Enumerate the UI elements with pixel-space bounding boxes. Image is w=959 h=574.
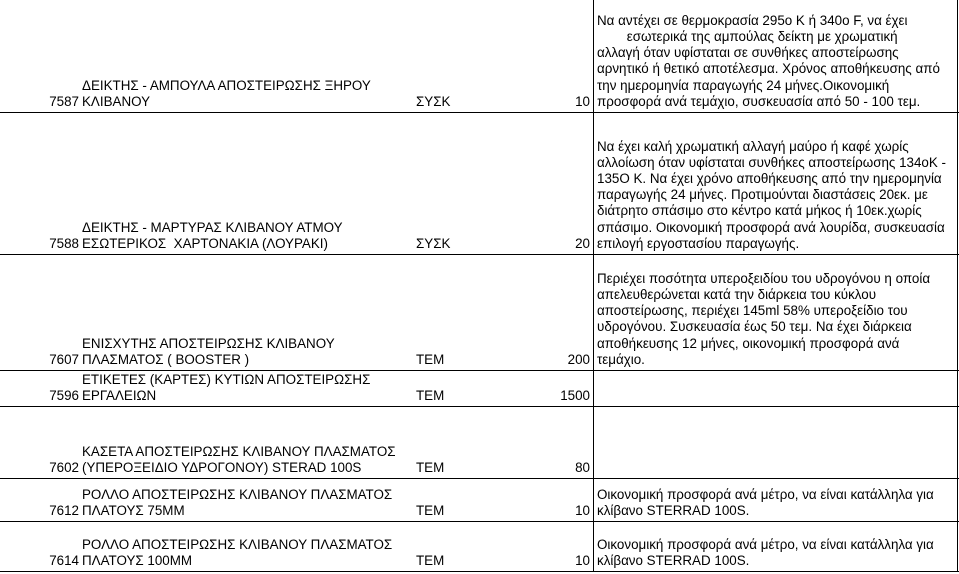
item-code: 7588	[49, 235, 79, 251]
item-code: 7596	[49, 387, 79, 403]
unit-of-measure: ΤΕΜ	[416, 351, 445, 367]
specification	[593, 371, 958, 406]
quantity: 10	[575, 93, 590, 109]
item-code: 7614	[49, 552, 79, 568]
item-code: 7587	[49, 93, 79, 109]
unit-of-measure: ΤΕΜ	[416, 552, 445, 568]
item-description: ΔΕΙΚΤΗΣ - ΜΑΡΤΥΡΑΣ ΚΛΙΒΑΝΟΥ ΑΤΜΟΥ ΕΣΩΤΕΡΙΚΟΣ ΧΑΡΤΟΝΑΚΙΑ (ΛΟΥΡΑΚΙ)	[82, 219, 343, 251]
item-code: 7607	[49, 351, 79, 367]
unit-of-measure: ΤΕΜ	[416, 387, 445, 403]
specification	[593, 407, 958, 478]
table-row	[0, 522, 959, 572]
quantity: 1500	[560, 387, 590, 403]
unit-of-measure: ΣΥΣΚ	[416, 93, 451, 109]
specification: Οικονομική προσφορά ανά μέτρο, να είναι κατάλληλα για κλίβανο STERRAD 100S.	[593, 522, 958, 571]
item-description: ΕΤΙΚΕΤΕΣ (ΚΑΡΤΕΣ) ΚΥΤΙΩΝ ΑΠΟΣΤΕΙΡΩΣΗΣ ΕΡΓΑΛΕΙΩΝ	[82, 371, 371, 403]
specification: Να αντέχει σε θερμοκρασία 295ο Κ ή 340ο F, να έχει εσωτερικά της αμπούλας δείκτη με χρωματική αλλαγή όταν υφίσταται σε συνθήκες αποστείρωσης αρνητικό ή θετικό αποτέλεσμα. Χρόνος αποθήκευσης από την ημερομηνία παραγωγής 24 μήνες.Οικονομική προσφορά ανά τεμάχιο, συσκευασία από 50 - 100 τεμ.	[593, 0, 958, 112]
item-description: ΕΝΙΣΧΥΤΗΣ ΑΠΟΣΤΕΙΡΩΣΗΣ ΚΛΙΒΑΝΟΥ ΠΛΑΣΜΑΤΟΣ ( BOOSTER )	[82, 335, 335, 367]
unit-of-measure: ΤΕΜ	[416, 502, 445, 518]
table-row	[0, 479, 959, 522]
table-row	[0, 255, 959, 371]
quantity: 10	[575, 552, 590, 568]
quantity: 80	[575, 459, 590, 475]
table-row	[0, 407, 959, 479]
item-description: ΚΑΣΕΤΑ ΑΠΟΣΤΕΙΡΩΣΗΣ ΚΛΙΒΑΝΟΥ ΠΛΑΣΜΑΤΟΣ (ΥΠΕΡΟΞΕΙΔΙΟ ΥΔΡΟΓΟΝΟΥ) STERAD 100S	[82, 443, 396, 475]
table-row	[0, 113, 959, 255]
quantity: 200	[567, 351, 590, 367]
specification: Οικονομική προσφορά ανά μέτρο, να είναι κατάλληλα για κλίβανο STERRAD 100S.	[593, 479, 958, 521]
specification: Περιέχει ποσότητα υπεροξειδίου του υδρογόνου η οποία απελευθερώνεται κατά την διάρκεια του κύκλου αποστείρωσης, περιέχει 145ml 58% υπεροξείδιο του υδρογόνου. Συσκευασία έως 50 τεμ. Να έχει διάρκεια αποθήκευσης 12 μήνες, οικονομική προσφορά ανά τεμάχιο.	[593, 255, 958, 370]
item-code: 7602	[49, 459, 79, 475]
item-description: ΔΕΙΚΤΗΣ - ΑΜΠΟΥΛΑ ΑΠΟΣΤΕΙΡΩΣΗΣ ΞΗΡΟΥ ΚΛΙΒΑΝΟΥ	[82, 77, 371, 109]
item-description: ΡΟΛΛΟ ΑΠΟΣΤΕΙΡΩΣΗΣ ΚΛΙΒΑΝΟΥ ΠΛΑΣΜΑΤΟΣ ΠΛΑΤΟΥΣ 100ΜΜ	[82, 536, 393, 568]
quantity: 20	[575, 235, 590, 251]
table-row	[0, 371, 959, 407]
quantity: 10	[575, 502, 590, 518]
table-row	[0, 0, 959, 113]
item-description: ΡΟΛΛΟ ΑΠΟΣΤΕΙΡΩΣΗΣ ΚΛΙΒΑΝΟΥ ΠΛΑΣΜΑΤΟΣ ΠΛΑΤΟΥΣ 75ΜΜ	[82, 486, 393, 518]
item-code: 7612	[49, 502, 79, 518]
specification: Να έχει καλή χρωματική αλλαγή μαύρο ή καφέ χωρίς αλλοίωση όταν υφίσταται συνθήκες αποστείρωσης 134οΚ - 135Ο Κ. Να έχει χρόνο αποθήκευσης από την ημερομηνία παραγωγής 24 μήνες. Προτιμούνται διαστάσεις 20εκ. με διάτρητο σπάσιμο στο κέντρο κατά μήκος ή 10εκ.χωρίς σπάσιμο. Οικονομική προσφορά ανά λουρίδα, συσκευασία επιλογή εργοστασίου παραγωγής.	[593, 113, 958, 254]
unit-of-measure: ΤΕΜ	[416, 459, 445, 475]
unit-of-measure: ΣΥΣΚ	[416, 235, 451, 251]
